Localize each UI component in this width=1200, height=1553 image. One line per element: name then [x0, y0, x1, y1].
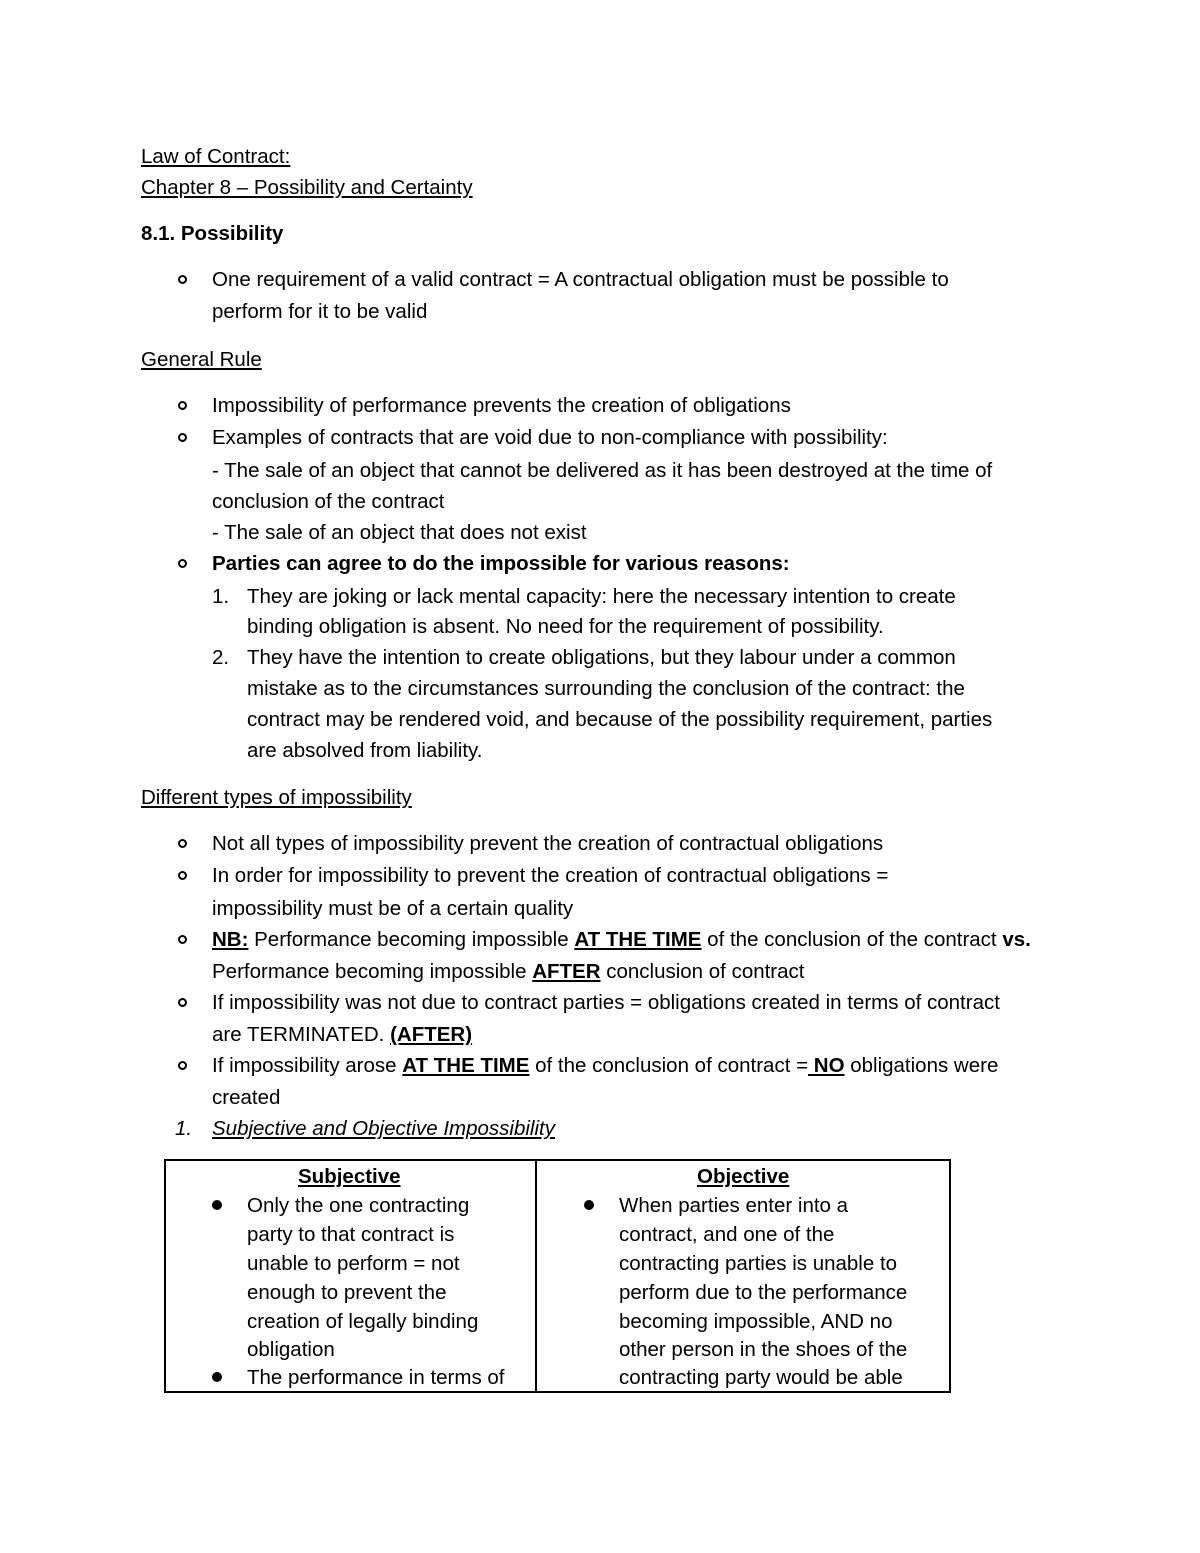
- types-bullet2-line2: impossibility must be of a certain quality: [212, 897, 574, 920]
- subjective-line: Only the one contracting: [247, 1194, 470, 1217]
- after-emphasis: AFTER: [532, 960, 601, 983]
- subjective-line: obligation: [247, 1338, 335, 1361]
- bullet-icon: [178, 839, 187, 848]
- bullet4-line2-text: are TERMINATED.: [212, 1023, 391, 1046]
- objective-line: contracting parties is unable to: [619, 1252, 898, 1275]
- no-emphasis: NO: [808, 1054, 845, 1077]
- reason1-number: 1.: [212, 585, 230, 608]
- possibility-bullet-line1: One requirement of a valid contract = A contractual obligation must be possible to: [212, 268, 949, 291]
- types-bullet2-line1: In order for impossibility to prevent the creation of contractual obligations =: [212, 864, 889, 887]
- bullet-icon: [212, 1372, 222, 1382]
- reason1-line1: They are joking or lack mental capacity: here the necessary intention to create: [247, 585, 956, 608]
- reason2-line4: are absolved from liability.: [247, 739, 483, 762]
- bullet-icon: [178, 559, 187, 568]
- bullet3-line2-text-b: conclusion of contract: [600, 960, 805, 983]
- objective-line: contracting party would be able: [619, 1366, 903, 1389]
- possibility-bullet-line2: perform for it to be valid: [212, 300, 428, 323]
- types-bullet1: Not all types of impossibility prevent the creation of contractual obligations: [212, 832, 884, 855]
- bullet3-line2-text-a: Performance becoming impossible: [212, 960, 533, 983]
- reason2-line1: They have the intention to create obligations, but they labour under a common: [247, 646, 956, 669]
- bullet-icon: [178, 935, 187, 944]
- general-rule-bullet1: Impossibility of performance prevents the creation of obligations: [212, 394, 791, 417]
- table-header-objective: Objective: [697, 1165, 790, 1188]
- document-title-line2: Chapter 8 – Possibility and Certainty: [141, 176, 473, 199]
- objective-line: perform due to the performance: [619, 1281, 908, 1304]
- section-heading-general-rule: General Rule: [141, 348, 262, 371]
- at-the-time-emphasis: AT THE TIME: [574, 928, 702, 951]
- at-the-time-emphasis: AT THE TIME: [402, 1054, 530, 1077]
- nb-label: NB:: [212, 928, 249, 951]
- subsection-number: 1.: [175, 1117, 193, 1140]
- bullet-icon: [178, 998, 187, 1007]
- types-bullet5-line1: [212, 1054, 998, 1078]
- section-heading-types: Different types of impossibility: [141, 786, 412, 809]
- types-bullet5-line2: created: [212, 1086, 281, 1109]
- subjective-line: unable to perform = not: [247, 1252, 460, 1275]
- bullet-icon: [212, 1200, 222, 1210]
- objective-line: When parties enter into a: [619, 1194, 849, 1217]
- bullet5-text-c: obligations were: [844, 1054, 999, 1077]
- types-bullet3-line2: [212, 960, 805, 984]
- objective-line: contract, and one of the: [619, 1223, 835, 1246]
- bullet5-text-a: If impossibility arose: [212, 1054, 403, 1077]
- subsection-heading: Subjective and Objective Impossibility: [212, 1117, 555, 1140]
- example2: - The sale of an object that does not exist: [212, 521, 587, 544]
- bullet-icon: [178, 275, 187, 284]
- objective-line: other person in the shoes of the: [619, 1338, 908, 1361]
- reason2-line3: contract may be rendered void, and because of the possibility requirement, parties: [247, 708, 993, 731]
- reason2-line2: mistake as to the circumstances surrounding the conclusion of the contract: the: [247, 677, 965, 700]
- after-paren-emphasis: (AFTER): [390, 1023, 473, 1046]
- subjective-line: creation of legally binding: [247, 1310, 479, 1333]
- bullet-icon: [178, 1061, 187, 1070]
- bullet-icon: [178, 401, 187, 410]
- objective-line: becoming impossible, AND no: [619, 1310, 893, 1333]
- example1-line1: - The sale of an object that cannot be delivered as it has been destroyed at the time of: [212, 459, 993, 482]
- reason1-line2: binding obligation is absent. No need for the requirement of possibility.: [247, 615, 884, 638]
- bullet-icon: [178, 433, 187, 442]
- reason2-number: 2.: [212, 646, 230, 669]
- subjective-line: The performance in terms of: [247, 1366, 505, 1389]
- example1-line2: conclusion of the contract: [212, 490, 445, 513]
- general-rule-bullet3: Parties can agree to do the impossible for various reasons:: [212, 552, 790, 575]
- general-rule-bullet2: Examples of contracts that are void due to non-compliance with possibility:: [212, 426, 888, 449]
- table-header-subjective: Subjective: [298, 1165, 401, 1188]
- section-heading-possibility: 8.1. Possibility: [141, 222, 284, 245]
- types-bullet4-line2: [212, 1023, 472, 1047]
- subjective-line: enough to prevent the: [247, 1281, 447, 1304]
- types-bullet3-line1: [212, 928, 1031, 952]
- types-bullet4-line1: If impossibility was not due to contract parties = obligations created in terms of contract: [212, 991, 1000, 1014]
- bullet3-text-a: Performance becoming impossible: [248, 928, 575, 951]
- bullet-icon: [584, 1200, 594, 1210]
- bullet5-text-b: of the conclusion of contract =: [529, 1054, 809, 1077]
- bullet3-text-b: of the conclusion of the contract: [701, 928, 1003, 951]
- document-title-line1: Law of Contract:: [141, 145, 291, 168]
- vs-label: vs.: [1002, 928, 1031, 951]
- bullet-icon: [178, 871, 187, 880]
- table-column-divider: [535, 1159, 537, 1393]
- subjective-line: party to that contract is: [247, 1223, 455, 1246]
